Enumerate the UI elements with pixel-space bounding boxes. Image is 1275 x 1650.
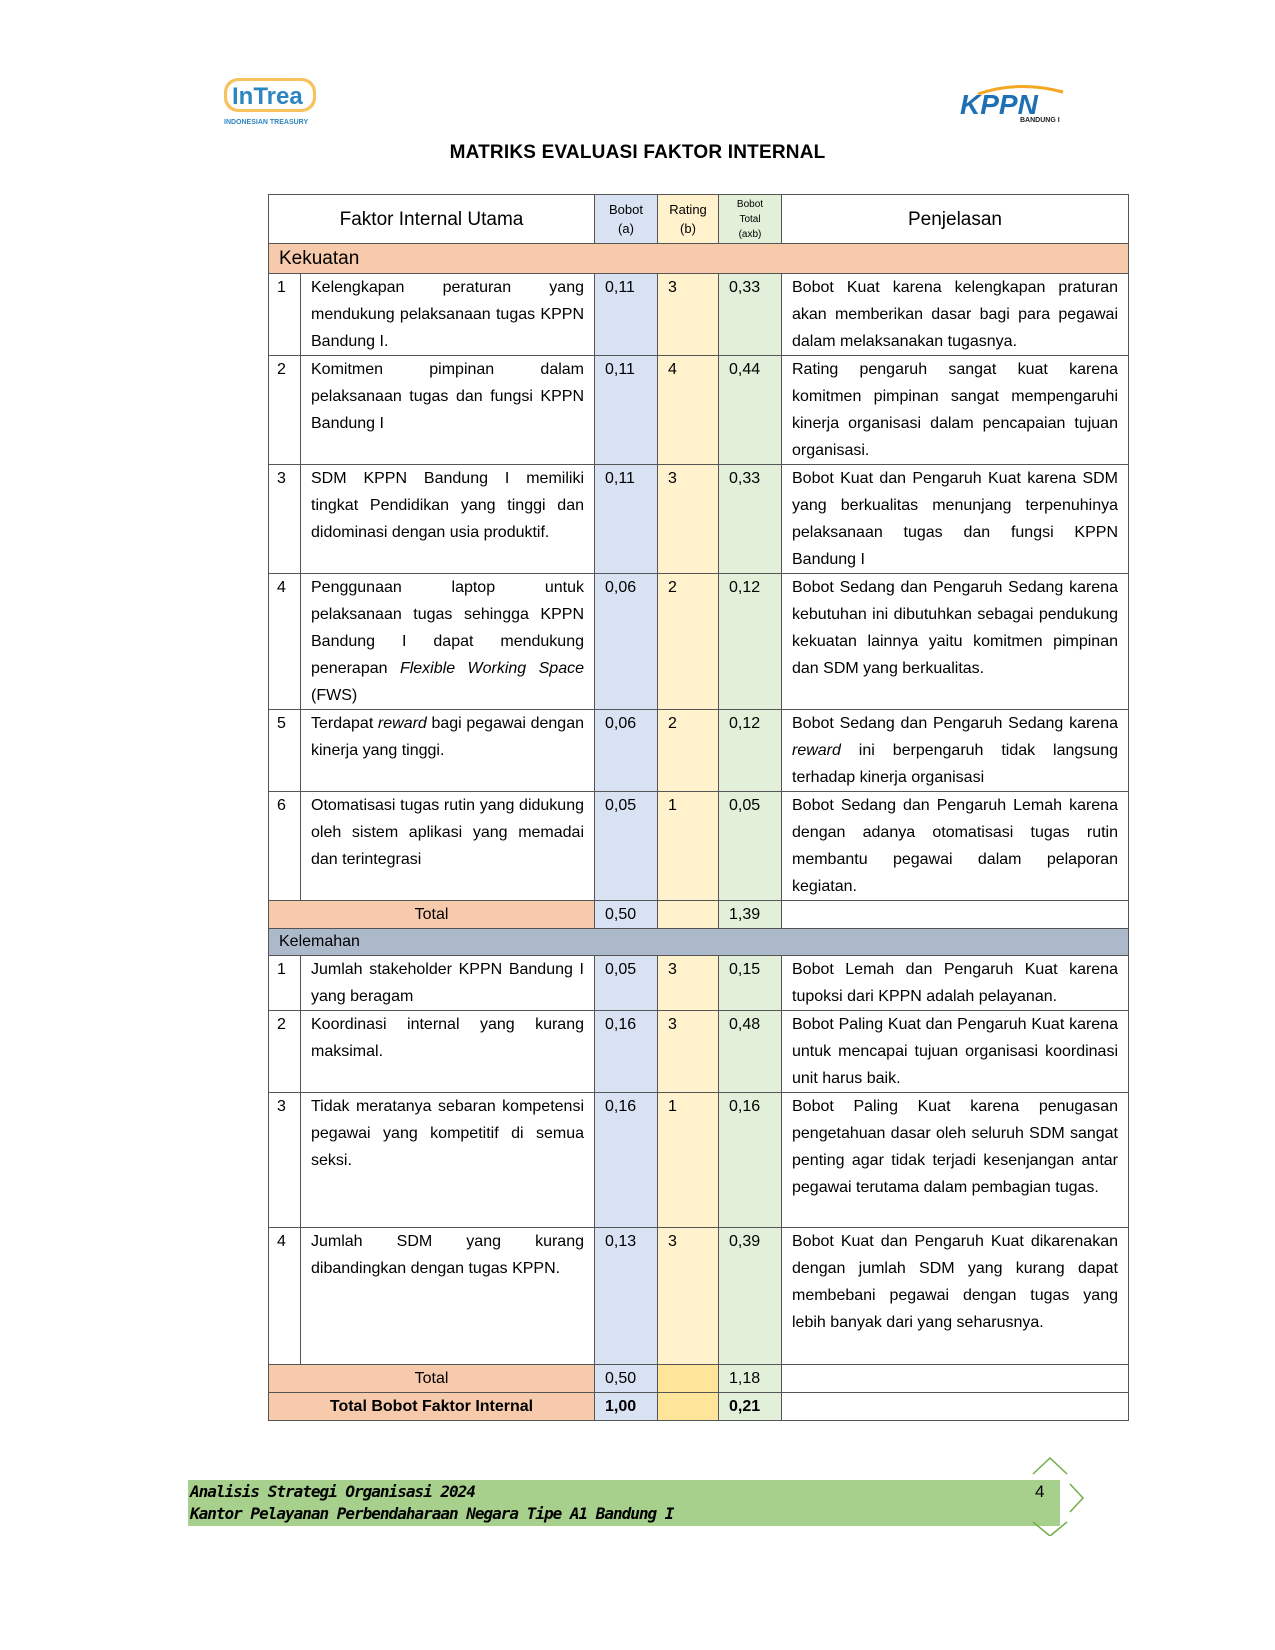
header-factor: Faktor Internal Utama	[269, 195, 595, 244]
total-value: 0,05	[719, 792, 782, 901]
table-header-row	[269, 195, 1129, 244]
footer-arrow-decoration	[1015, 1456, 1085, 1536]
table-row	[269, 574, 1129, 710]
intress-logo	[222, 70, 322, 130]
rating-value: 2	[658, 710, 719, 792]
factor-text: Penggunaan laptop untuk pelaksanaan tugas sehingga KPPN Bandung I dapat mendukung penerapan Flexible Working Space (FWS)	[301, 574, 595, 710]
rating-value: 1	[658, 1093, 719, 1228]
total-weighted: 1,18	[719, 1365, 782, 1393]
bobot-value: 0,11	[595, 465, 658, 574]
total-bobot: 0,50	[595, 1365, 658, 1393]
explanation-text: Bobot Sedang dan Pengaruh Sedang karena reward ini berpengaruh tidak langsung terhadap kinerja organisasi	[782, 710, 1129, 792]
grand-total-explanation-empty	[782, 1393, 1129, 1421]
total-rating-empty	[658, 901, 719, 929]
factor-text: Kelengkapan peraturan yang mendukung pelaksanaan tugas KPPN Bandung I.	[301, 274, 595, 356]
logo-left-caption: INDONESIAN TREASURY	[224, 119, 309, 126]
logo-right-caption: BANDUNG I	[1020, 117, 1060, 124]
section-row-weaknesses	[269, 929, 1129, 956]
total-weighted: 1,39	[719, 901, 782, 929]
bobot-value: 0,16	[595, 1011, 658, 1093]
rating-value: 3	[658, 1011, 719, 1093]
rating-value: 3	[658, 1228, 719, 1365]
kppn-logo	[958, 84, 1073, 124]
total-value: 0,44	[719, 356, 782, 465]
header-explanation: Penjelasan	[782, 195, 1129, 244]
total-value: 0,33	[719, 465, 782, 574]
total-value: 0,15	[719, 956, 782, 1011]
bobot-value: 0,06	[595, 574, 658, 710]
total-explanation-empty	[782, 901, 1129, 929]
logo-left-text: InTrea	[232, 83, 303, 110]
bobot-value: 0,05	[595, 956, 658, 1011]
table-row	[269, 1011, 1129, 1093]
factor-text: Koordinasi internal yang kurang maksimal.	[301, 1011, 595, 1093]
row-number: 2	[269, 1011, 301, 1093]
logo-right-text: KPPN	[960, 89, 1038, 120]
row-number: 1	[269, 274, 301, 356]
total-label: Total	[269, 1365, 595, 1393]
explanation-text: Bobot Kuat dan Pengaruh Kuat dikarenakan dengan jumlah SDM yang kurang dapat membebani pegawai dengan tugas yang lebih banyak dari yang seharusnya.	[782, 1228, 1129, 1365]
row-number: 2	[269, 356, 301, 465]
total-explanation-empty	[782, 1365, 1129, 1393]
grand-total-label: Total Bobot Faktor Internal	[269, 1393, 595, 1421]
total-value: 0,48	[719, 1011, 782, 1093]
total-value: 0,39	[719, 1228, 782, 1365]
page-title: MATRIKS EVALUASI FAKTOR INTERNAL	[449, 142, 826, 163]
grand-total-weighted: 0,21	[719, 1393, 782, 1421]
bobot-value: 0,13	[595, 1228, 658, 1365]
table-row	[269, 1093, 1129, 1228]
factor-text: Otomatisasi tugas rutin yang didukung oleh sistem aplikasi yang memadai dan terintegrasi	[301, 792, 595, 901]
total-value: 0,33	[719, 274, 782, 356]
rating-value: 3	[658, 274, 719, 356]
explanation-text: Bobot Lemah dan Pengaruh Kuat karena tupoksi dari KPPN adalah pelayanan.	[782, 956, 1129, 1011]
weaknesses-total-row	[269, 1365, 1129, 1393]
bobot-value: 0,11	[595, 356, 658, 465]
table-row	[269, 1228, 1129, 1365]
header-total: Bobot Total (axb)	[719, 195, 782, 244]
table-row	[269, 792, 1129, 901]
row-number: 5	[269, 710, 301, 792]
footer-subtitle: Kantor Pelayanan Perbendaharaan Negara Tipe A1 Bandung I	[190, 1504, 674, 1523]
rating-value: 4	[658, 356, 719, 465]
explanation-text: Bobot Paling Kuat dan Pengaruh Kuat karena untuk mencapai tujuan organisasi koordinasi unit harus baik.	[782, 1011, 1129, 1093]
explanation-text: Bobot Sedang dan Pengaruh Lemah karena dengan adanya otomatisasi tugas rutin membantu pegawai dalam pelaporan kegiatan.	[782, 792, 1129, 901]
header-rating: Rating (b)	[658, 195, 719, 244]
header-bobot: Bobot (a)	[595, 195, 658, 244]
total-value: 0,12	[719, 574, 782, 710]
bobot-value: 0,16	[595, 1093, 658, 1228]
grand-total-bobot: 1,00	[595, 1393, 658, 1421]
factor-text: SDM KPPN Bandung I memiliki tingkat Pendidikan yang tinggi dan didominasi dengan usia produktif.	[301, 465, 595, 574]
explanation-text: Rating pengaruh sangat kuat karena komitmen pimpinan sangat mempengaruhi kinerja organisasi dalam pencapaian tujuan organisasi.	[782, 356, 1129, 465]
bobot-value: 0,06	[595, 710, 658, 792]
total-value: 0,12	[719, 710, 782, 792]
explanation-text: Bobot Kuat karena kelengkapan praturan akan memberikan dasar bagi para pegawai dalam melaksanakan tugasnya.	[782, 274, 1129, 356]
evaluation-matrix-table	[268, 194, 1129, 1421]
row-number: 3	[269, 1093, 301, 1228]
total-label: Total	[269, 901, 595, 929]
factor-text: Jumlah SDM yang kurang dibandingkan dengan tugas KPPN.	[301, 1228, 595, 1365]
explanation-text: Bobot Paling Kuat karena penugasan pengetahuan dasar oleh seluruh SDM sangat penting agar tidak terjadi kesenjangan antar pegawai terutama dalam pembagian tugas.	[782, 1093, 1129, 1228]
factor-text: Terdapat reward bagi pegawai dengan kinerja yang tinggi.	[301, 710, 595, 792]
explanation-text: Bobot Kuat dan Pengaruh Kuat karena SDM yang berkualitas menunjang terpenuhinya pelaksanaan tugas dan fungsi KPPN Bandung I	[782, 465, 1129, 574]
row-number: 4	[269, 1228, 301, 1365]
rating-value: 1	[658, 792, 719, 901]
section-row-strengths	[269, 244, 1129, 274]
rating-value: 2	[658, 574, 719, 710]
row-number: 3	[269, 465, 301, 574]
row-number: 1	[269, 956, 301, 1011]
total-value: 0,16	[719, 1093, 782, 1228]
bobot-value: 0,11	[595, 274, 658, 356]
page-number: 4	[1035, 1482, 1045, 1501]
factor-text: Tidak meratanya sebaran kompetensi pegawai yang kompetitif di semua seksi.	[301, 1093, 595, 1228]
rating-value: 3	[658, 956, 719, 1011]
table-row	[269, 274, 1129, 356]
bobot-value: 0,05	[595, 792, 658, 901]
total-rating-empty	[658, 1365, 719, 1393]
rating-value: 3	[658, 465, 719, 574]
section-label-weaknesses: Kelemahan	[269, 929, 1129, 956]
footer-title: Analisis Strategi Organisasi 2024	[190, 1482, 475, 1501]
grand-total-rating-empty	[658, 1393, 719, 1421]
table-row	[269, 465, 1129, 574]
explanation-text: Bobot Sedang dan Pengaruh Sedang karena kebutuhan ini dibutuhkan sebagai pendukung kekuatan lainnya yaitu komitmen pimpinan dan SDM yang berkualitas.	[782, 574, 1129, 710]
strengths-total-row	[269, 901, 1129, 929]
row-number: 4	[269, 574, 301, 710]
factor-text: Komitmen pimpinan dalam pelaksanaan tugas dan fungsi KPPN Bandung I	[301, 356, 595, 465]
table-row	[269, 356, 1129, 465]
table-row	[269, 956, 1129, 1011]
row-number: 6	[269, 792, 301, 901]
factor-text: Jumlah stakeholder KPPN Bandung I yang beragam	[301, 956, 595, 1011]
grand-total-row	[269, 1393, 1129, 1421]
total-bobot: 0,50	[595, 901, 658, 929]
table-row	[269, 710, 1129, 792]
section-label-strengths: Kekuatan	[269, 244, 1129, 274]
